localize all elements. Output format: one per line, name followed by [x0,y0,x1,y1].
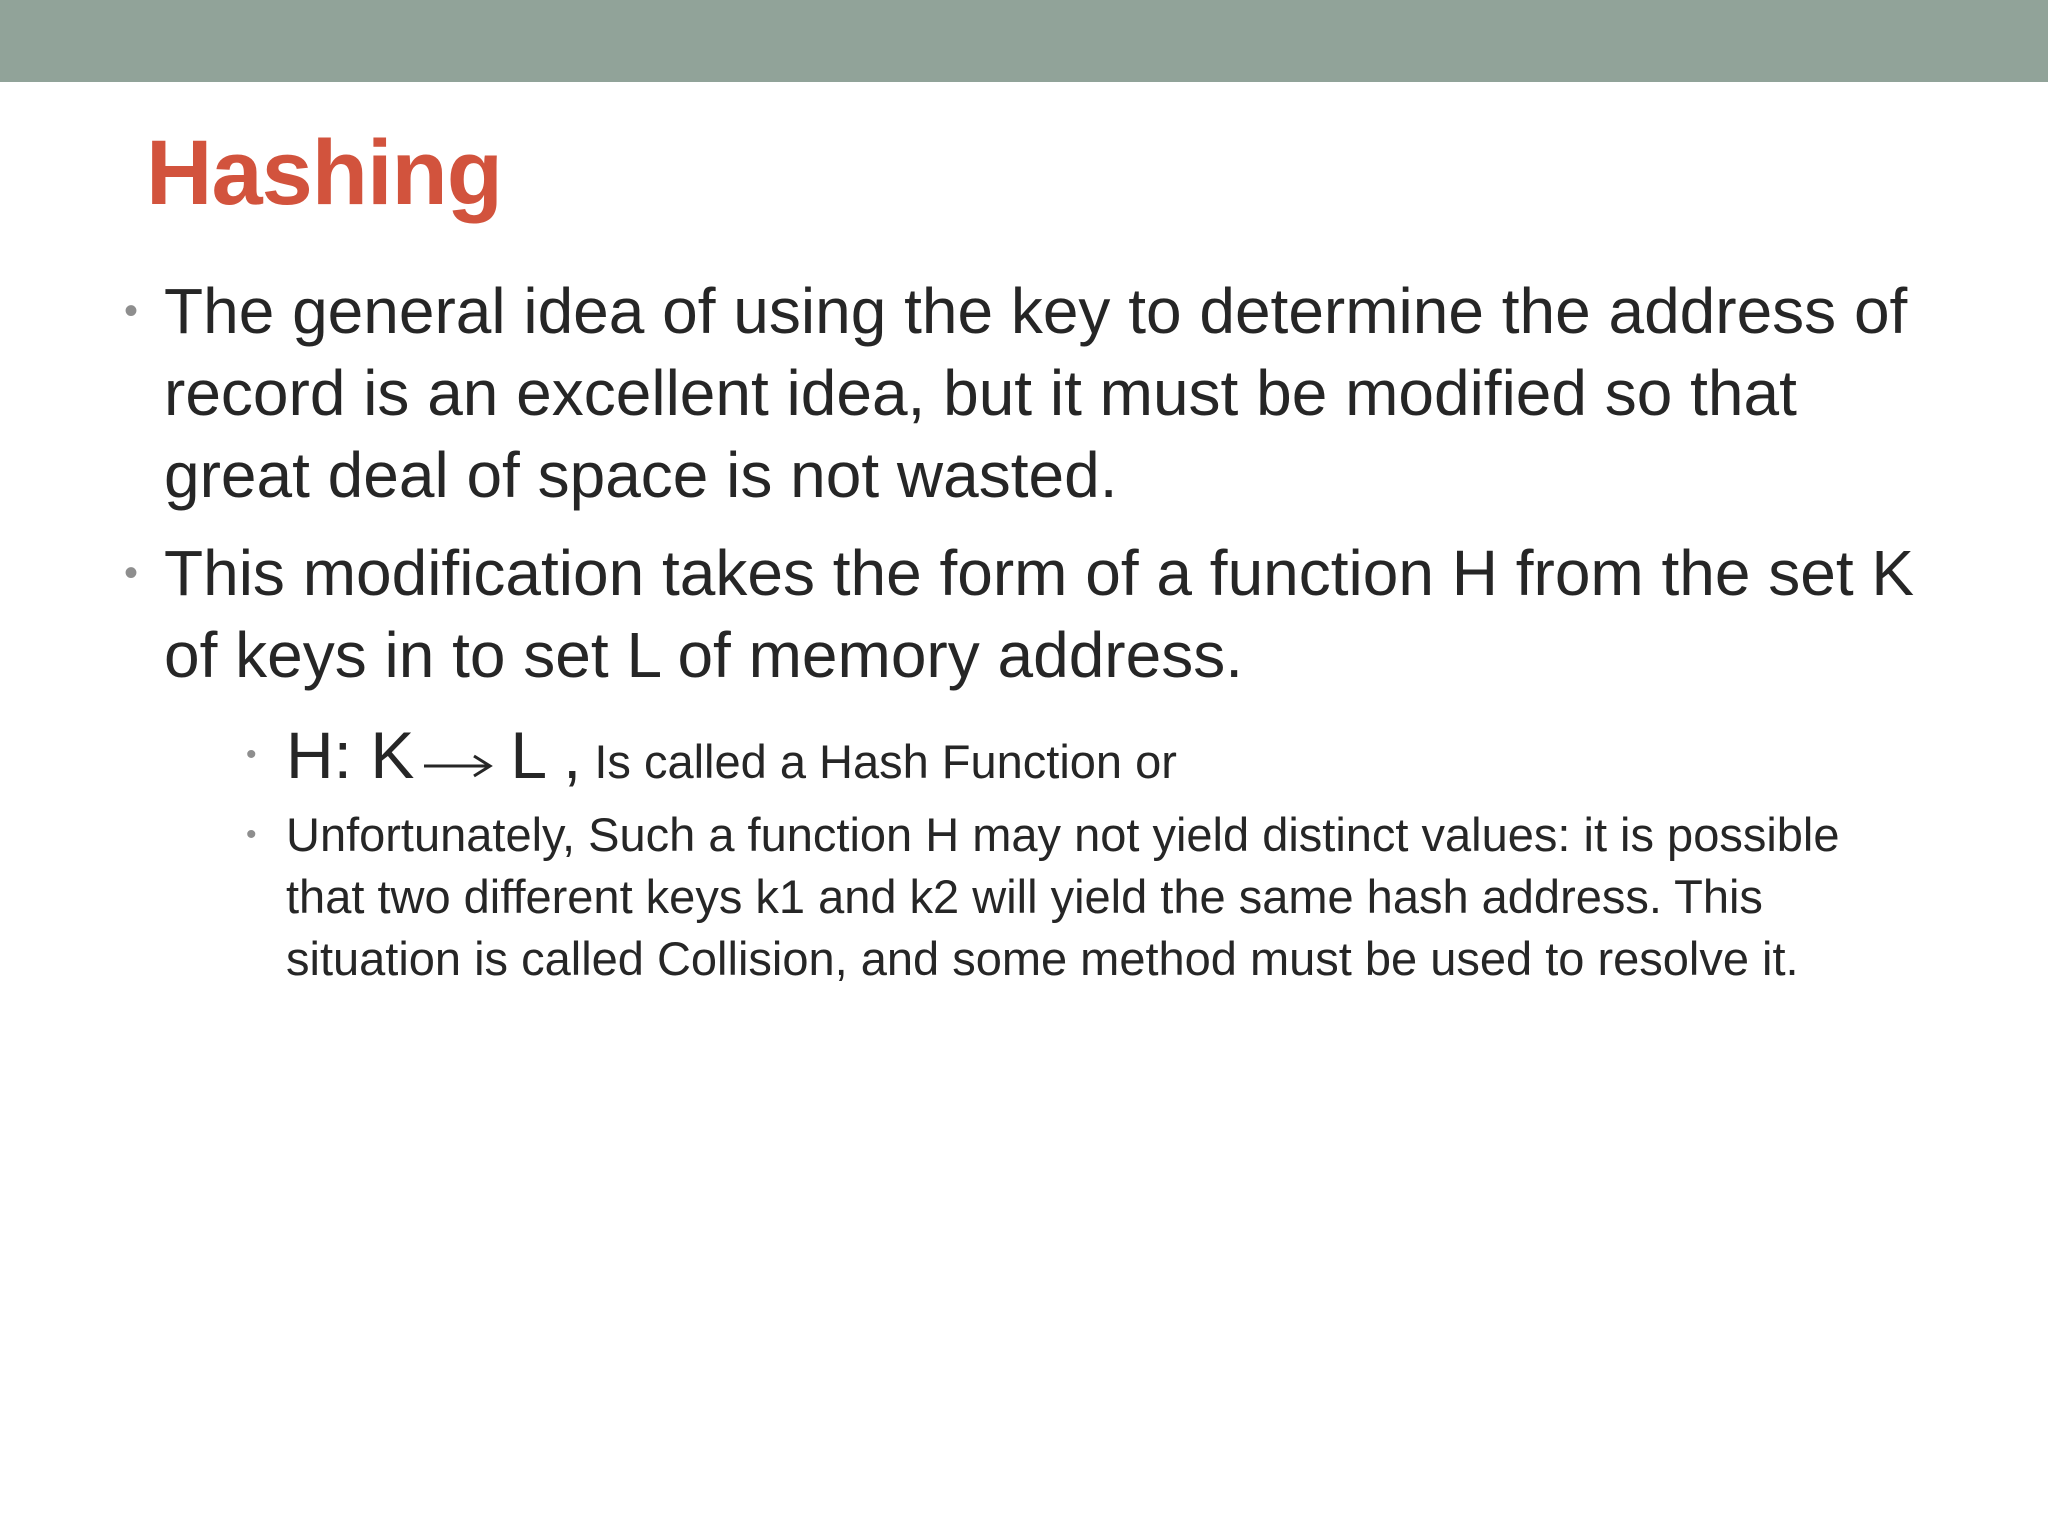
formula-line [286,714,1926,803]
top-banner [0,0,2048,82]
bullet-text: Unfortunately, Such a function H may not yield distinct values: it is possible that two different keys k1 and k2 will yield the same hash address. This situation is called Collision, and some method must be used to resolve it. [286,808,1840,985]
bullet-dot-icon: • [124,551,139,595]
formula-left: H: K [286,718,415,792]
bullet-text: The general idea of using the key to determine the address of record is an excellent idea, but it must be modified so that great deal of space is not wasted. [164,275,1908,511]
bullet-hash-function [246,714,1926,803]
bullet-collision [246,804,1926,990]
right-arrow-icon [422,751,494,781]
formula-caption: Is called a Hash Function or [581,735,1177,788]
bullet-dot-icon: • [246,818,257,851]
bullet-dot-icon: • [246,738,257,771]
bullet-general-idea [124,270,1944,516]
bullet-modification [124,532,1944,696]
slide-title: Hashing [146,122,502,224]
bullet-text: This modification takes the form of a function H from the set K of keys in to set L of memory address. [164,537,1915,691]
bullet-dot-icon: • [124,289,139,333]
formula-right: L , [510,718,582,792]
